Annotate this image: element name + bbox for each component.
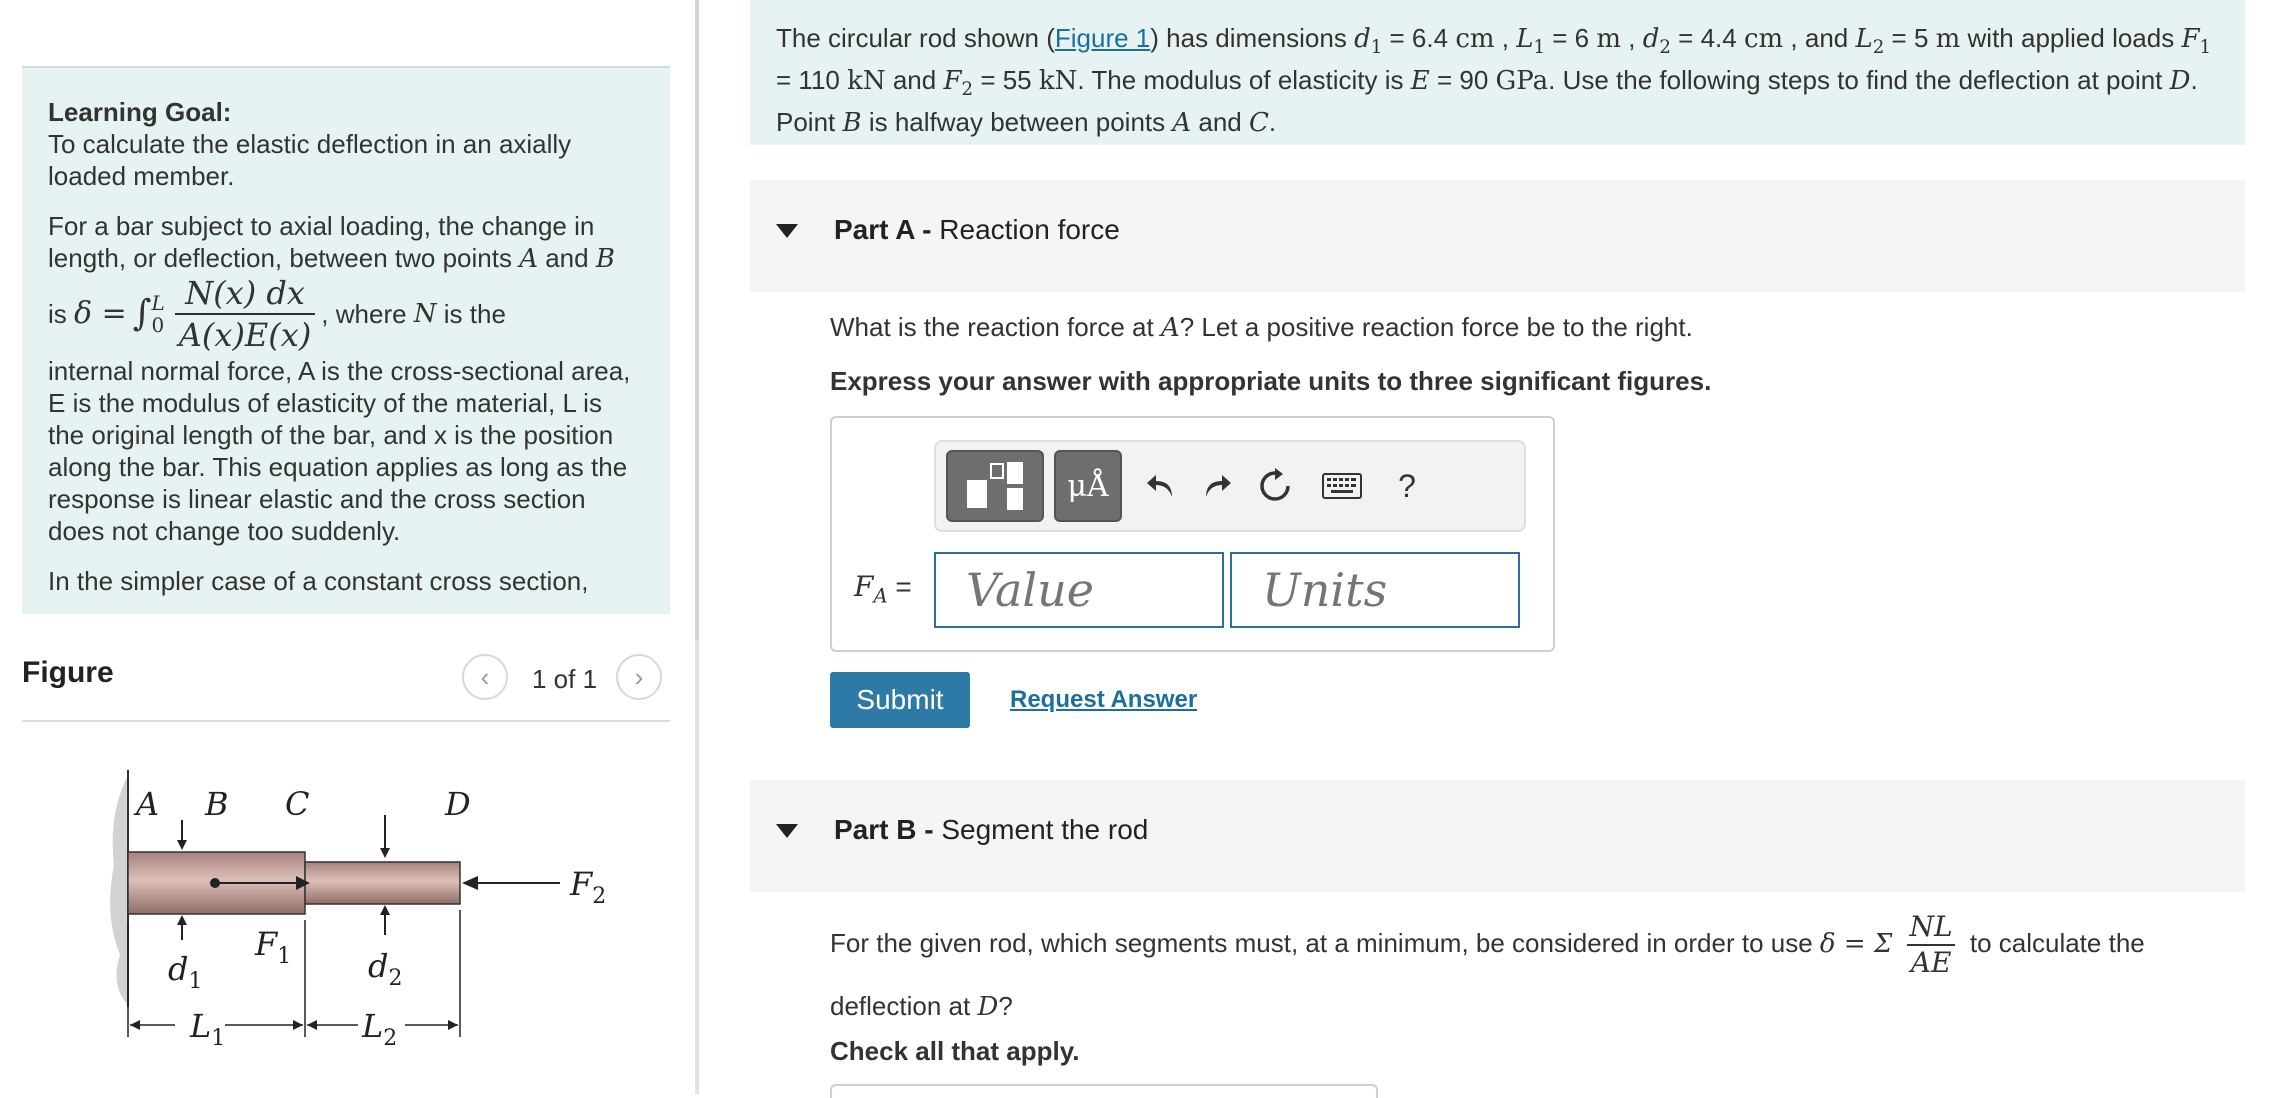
var-d2: d: [1642, 24, 1660, 54]
integral-fraction: [175, 273, 316, 355]
var-b: B: [595, 244, 615, 274]
caret-down-icon[interactable]: [776, 824, 798, 838]
and-text-2: and: [892, 65, 937, 96]
halfway-text: is halfway between points: [868, 107, 1166, 138]
part-b-question: [830, 910, 2220, 1033]
d1-arrowhead: [177, 915, 187, 925]
fraction-numerator: N(x) dx: [185, 274, 305, 312]
l1-value: = 6: [1545, 23, 1590, 53]
part-b-fraction-den: AE: [1907, 944, 1956, 980]
learning-goal-title: Learning Goal:: [48, 97, 232, 127]
chevron-right-icon: ›: [634, 661, 644, 692]
undo-button[interactable]: [1136, 450, 1186, 522]
unit-cm-2: cm: [1743, 24, 1784, 54]
part-b-fraction-num: NL: [1909, 910, 1953, 943]
keyboard-button[interactable]: [1312, 450, 1372, 522]
label-b: B: [205, 785, 229, 823]
label-c: C: [285, 785, 310, 823]
wall-support: [110, 775, 128, 1005]
fa-var: F: [854, 570, 874, 603]
and-text-3: and: [1198, 107, 1242, 138]
var-a: A: [1172, 108, 1192, 139]
problem-text-1: The circular rod shown (: [776, 23, 1055, 53]
where-text: , where: [321, 299, 407, 329]
label-l1-sub: 1: [211, 1026, 226, 1051]
label-d: D: [445, 785, 471, 823]
modulus-text: . The modulus of elasticity is: [1077, 65, 1404, 96]
b-marker-head: [177, 840, 187, 850]
integral-lower: 0: [151, 313, 165, 337]
figure-header: [22, 650, 670, 722]
and-text: and: [545, 243, 589, 273]
fraction-denominator: A(x)E(x): [175, 313, 316, 355]
e-value: = 90: [1429, 65, 1489, 96]
var-a: A: [519, 244, 538, 274]
label-d1: [168, 950, 202, 994]
part-b-instruction: Check all that apply.: [830, 1036, 1080, 1066]
label-a: A: [136, 785, 160, 823]
figure-counter: 1 of 1: [532, 664, 598, 694]
formula-explanation: internal normal force, A is the cross-sectional area, E is the modulus of elasticity of the material, L is the original length of the bar, and x is the position along the bar. This equation applies as long as the response is linear elastic and the cross section does not change too suddenly.: [48, 356, 631, 546]
var-n: N: [413, 299, 437, 329]
unit-kn-2: kN: [1038, 66, 1078, 97]
var-c: C: [1249, 108, 1269, 139]
deflection-intro: For a bar subject to axial loading, the change in length, or deflection, between two points: [48, 211, 595, 273]
request-answer-link[interactable]: Request Answer: [1010, 686, 1198, 713]
is-text: is: [48, 299, 67, 329]
label-l1: [189, 1007, 225, 1051]
units-button[interactable]: μÅ: [1054, 450, 1122, 522]
part-b-fraction: [1906, 910, 1957, 980]
units-input[interactable]: [1230, 552, 1520, 628]
part-b-label: Part B -: [834, 814, 934, 845]
is-the-text: is the: [443, 299, 506, 329]
integral-limits: [152, 292, 165, 336]
var-f2-sub: 2: [961, 79, 974, 101]
d1-value: = 6.4: [1382, 23, 1449, 53]
unit-m-1: m: [1596, 24, 1622, 54]
label-f2-letter: F: [570, 865, 593, 903]
template-icon: [959, 458, 1031, 514]
math-toolbar: [934, 440, 1526, 532]
label-l1-letter: L: [190, 1007, 212, 1045]
label-l2-sub: 2: [383, 1026, 398, 1051]
var-l1: L: [1516, 24, 1534, 54]
f2-value: = 55: [973, 65, 1032, 96]
submit-button[interactable]: Submit: [830, 672, 970, 728]
var-d2-sub: 2: [1659, 37, 1671, 59]
problem-end: .: [1268, 107, 1277, 138]
part-b-option-box[interactable]: [830, 1084, 1378, 1098]
var-l2-sub: 2: [1872, 37, 1885, 59]
part-a-question-pre: What is the reaction force at: [830, 312, 1154, 342]
var-d1: d: [1354, 24, 1371, 54]
label-f1: [254, 925, 291, 969]
fa-label: [854, 570, 912, 608]
problem-statement: The circular rod shown (Figure 1) has dimensions $d_1 = 6.4$ cm , $L_1 = 6$ m , $d_2 = 4.4$ cm , and $L_2 = 5$ m with applied loads $F_1 = 110$ kN and $F_2 = 55$ kN. The modulus of elasticity is E = 90 GPa. Use the following steps to find the deflection at point D. Point B is halfway between points A and C.: [750, 0, 2245, 145]
panel-scrollbar-thumb[interactable]: [695, 0, 699, 640]
problem-text-2: ) has dimensions: [1150, 23, 1347, 53]
l1-dim-right-head: [293, 1020, 303, 1030]
caret-down-icon[interactable]: [776, 224, 798, 238]
var-f1: F: [2181, 24, 2200, 54]
l2-value: = 5: [1884, 23, 1929, 53]
part-a-question-post: ? Let a positive reaction force be to the right.: [1179, 312, 1693, 342]
part-a-name: Reaction force: [939, 214, 1120, 245]
part-a-instruction: Express your answer with appropriate units to three significant figures.: [830, 366, 1712, 396]
l1-dim-left-head: [130, 1020, 140, 1030]
label-l2: [361, 1007, 397, 1051]
var-f2: F: [943, 66, 962, 97]
var-l2: L: [1855, 24, 1873, 54]
l2-dim-right-head: [448, 1020, 458, 1030]
help-button[interactable]: ?: [1398, 467, 1416, 504]
reset-icon: [1257, 468, 1293, 504]
undo-icon: [1144, 469, 1178, 503]
d2-arrowhead: [380, 905, 390, 915]
deflection-formula: [48, 269, 644, 359]
c-to-d-marker-head: [380, 848, 390, 858]
label-d1-letter: d: [168, 950, 189, 988]
label-d1-sub: 1: [188, 969, 203, 994]
part-b-name: Segment the rod: [941, 814, 1149, 845]
figure-title: Figure: [22, 656, 114, 689]
label-d2-sub: 2: [388, 966, 403, 991]
part-a-question-var: A: [1160, 313, 1180, 343]
part-a-label: Part A -: [834, 214, 932, 245]
templates-button[interactable]: [946, 450, 1044, 522]
part-b-question-pre: For the given rod, which segments must, at a minimum, be considered in order to use: [830, 927, 1813, 958]
constant-section-text: In the simpler case of a constant cross section,: [48, 566, 589, 596]
var-d: D: [2169, 66, 2191, 97]
unit-cm-1: cm: [1455, 24, 1495, 54]
previous-figure-button[interactable]: [462, 654, 508, 700]
panel-divider[interactable]: [695, 0, 699, 1094]
label-d2-letter: d: [368, 947, 389, 985]
part-b-header[interactable]: [750, 780, 2245, 892]
value-input[interactable]: [934, 552, 1224, 628]
figure-link[interactable]: Figure 1: [1054, 23, 1151, 53]
rod-segment-small: [305, 862, 460, 904]
label-f2-sub: 2: [592, 884, 607, 909]
point-b-text: . Point: [776, 65, 2198, 138]
var-d1-sub: 1: [1370, 37, 1383, 59]
f2-arrowhead: [462, 876, 478, 890]
learning-goal-box: [22, 66, 670, 614]
fa-eq: =: [887, 571, 912, 602]
left-panel: [0, 0, 695, 1094]
part-b-question-var: D: [977, 992, 999, 1022]
learning-goal-text: To calculate the elastic deflection in an axially loaded member.: [48, 129, 572, 191]
label-d2: [368, 947, 402, 991]
integral-sign: ∫: [132, 293, 152, 334]
f1-value: = 110: [776, 65, 840, 96]
part-a-title: [834, 214, 1120, 246]
redo-button[interactable]: [1192, 450, 1242, 522]
l2-dim-left-head: [307, 1020, 317, 1030]
label-f2: [569, 865, 606, 909]
part-b-delta-sum: δ = Σ: [1819, 928, 1893, 959]
steps-text: . Use the following steps to find the deflection at point: [1548, 65, 2163, 96]
d2-value: = 4.4: [1670, 23, 1737, 53]
var-b: B: [842, 108, 862, 139]
chevron-left-icon: ‹: [480, 661, 490, 692]
redo-icon: [1200, 469, 1234, 503]
rod-diagram: [100, 755, 620, 1055]
part-b-question-post: to calculate the deflection at: [830, 927, 2145, 1021]
unit-m-2: m: [1935, 24, 1961, 54]
keyboard-icon: [1322, 472, 1362, 500]
reset-button[interactable]: [1250, 450, 1300, 522]
answer-box: [830, 416, 1555, 652]
var-e: E: [1410, 66, 1430, 97]
label-f1-sub: 1: [277, 944, 292, 969]
integral-upper: L: [151, 291, 165, 315]
unit-gpa: GPa: [1495, 66, 1549, 97]
part-a-header[interactable]: [750, 180, 2245, 292]
part-b-title: [834, 814, 1148, 846]
label-l2-letter: L: [362, 1007, 384, 1045]
label-f1-letter: F: [255, 925, 278, 963]
var-l1-sub: 1: [1533, 37, 1546, 59]
var-f1-sub: 1: [2199, 37, 2212, 59]
fa-sub: A: [873, 584, 888, 608]
delta-lhs: δ =: [74, 296, 127, 331]
part-a-question: [830, 312, 1693, 343]
unit-kn-1: kN: [847, 66, 886, 97]
rod-figure: [100, 755, 620, 1055]
and-text-1: , and: [1790, 23, 1849, 53]
part-b-question-end: ?: [998, 991, 1013, 1021]
with-loads-text: with applied loads: [1967, 23, 2175, 53]
next-figure-button[interactable]: [616, 654, 662, 700]
